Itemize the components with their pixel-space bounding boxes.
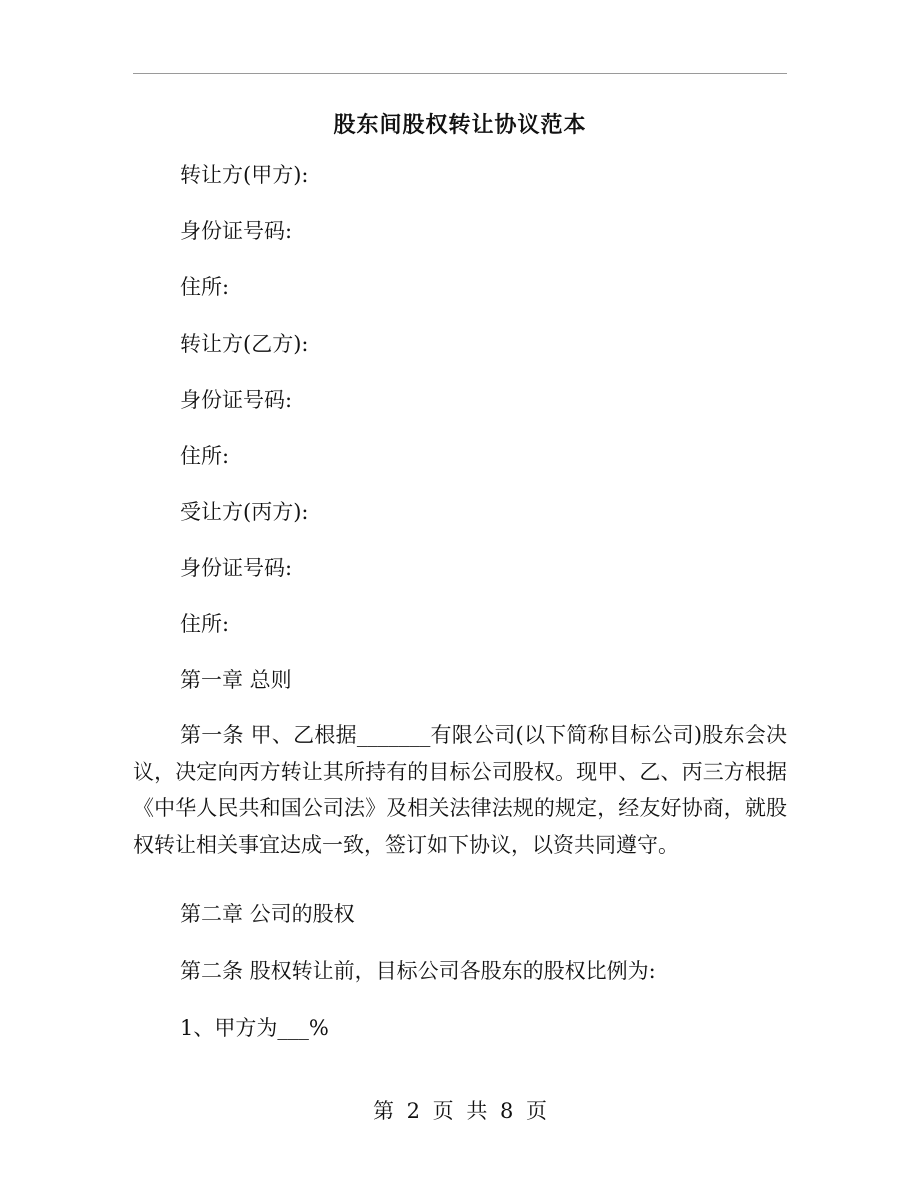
- page-number-footer: 第 2 页 共 8 页: [372, 1099, 548, 1123]
- article-2-text: 第二条 股权转让前，目标公司各股东的股权比例为:: [180, 959, 656, 983]
- party-b-id-label: 身份证号码:: [180, 388, 293, 412]
- chapter-2-heading: 第二章 公司的股权: [180, 902, 355, 926]
- list-item-1: 1、甲方为___%: [180, 1016, 329, 1040]
- article-1-paragraph: [133, 717, 787, 863]
- party-b-address-label: 住所:: [180, 444, 230, 468]
- article-1-text: 第一条 甲、乙根据_______有限公司(以下简称目标公司)股东会决议，决定向丙方转让其所持有的目标公司股权。现甲、乙、丙三方根据《中华人民共和国公司法》及相关法律法规的规定，经友好协商，就股权转让相关事宜达成一致，签订如下协议，以资共同遵守。: [133, 723, 787, 857]
- document-title: 股东间股权转让协议范本: [333, 112, 587, 138]
- party-b-label: 转让方(乙方):: [180, 332, 309, 356]
- party-c-id-label: 身份证号码:: [180, 556, 293, 580]
- party-a-address-label: 住所:: [180, 275, 230, 299]
- party-a-label: 转让方(甲方):: [180, 163, 309, 187]
- party-c-address-label: 住所:: [180, 612, 230, 636]
- party-a-id-label: 身份证号码:: [180, 219, 293, 243]
- header-rule: [133, 73, 787, 74]
- party-c-label: 受让方(丙方):: [180, 500, 309, 524]
- chapter-1-heading: 第一章 总则: [180, 668, 292, 692]
